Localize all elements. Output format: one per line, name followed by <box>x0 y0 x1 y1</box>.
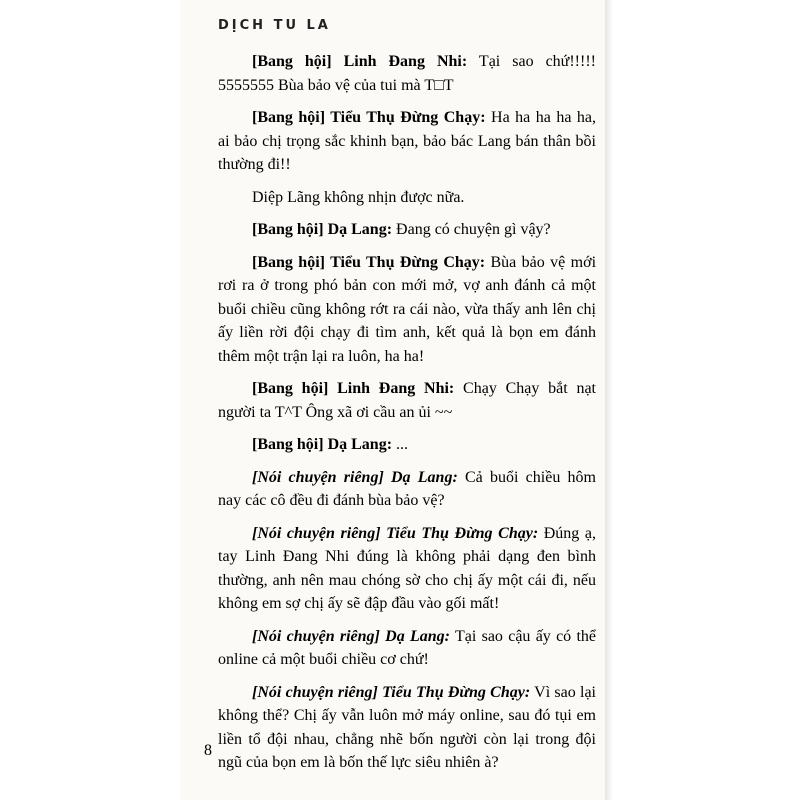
paragraph <box>218 377 596 424</box>
paragraph <box>218 50 596 97</box>
speaker-label: [Bang hội] Linh Đang Nhi: <box>252 380 455 397</box>
paragraph <box>218 433 596 457</box>
paragraph <box>218 251 596 369</box>
paragraph <box>218 106 596 177</box>
speaker-label: [Bang hội] Linh Đang Nhi: <box>252 53 468 70</box>
paragraph <box>218 186 596 210</box>
speaker-label-private: [Nói chuyện riêng] Tiểu Thụ Đừng Chạy: <box>252 683 531 701</box>
page-number: 8 <box>204 742 212 759</box>
narration-text: Diệp Lãng không nhịn được nữa. <box>252 188 465 206</box>
speaker-label: [Bang hội] Dạ Lang: <box>252 436 393 453</box>
dialogue-text: Vì sao lại không thể? Chị ấy vẫn luôn mở máy online, sau đó tụi em liền tổ đội nhau, chẳng nhẽ bốn người còn lại trong đội ngũ của bọn em là bốn thế lực siêu nhiên à? <box>218 683 597 771</box>
dialogue-text: ... <box>392 436 409 453</box>
dialogue-text: Đúng ạ, tay Linh Đang Nhi đúng là không phải dạng đen bình thường, anh nên mau chóng sờ cho chị ấy một cái đi, nếu không em sợ chị ấy sẽ đập đầu vào gối mất! <box>218 524 597 612</box>
page-edge <box>605 0 613 800</box>
speaker-label-private: [Nói chuyện riêng] Dạ Lang: <box>252 627 451 645</box>
dialogue-text: Cả buổi chiều hôm nay các cô đều đi đánh bùa bảo vệ? <box>218 468 596 509</box>
paragraph <box>218 625 596 672</box>
paragraph <box>218 522 596 616</box>
speaker-label-private: [Nói chuyện riêng] Tiểu Thụ Đừng Chạy: <box>252 524 539 542</box>
page-body <box>218 50 596 784</box>
dialogue-text: Tại sao cậu ấy có thể online cả một buổi chiều cơ chứ! <box>218 627 597 668</box>
dialogue-text: Ha ha ha ha ha, ai bảo chị trọng sắc khinh bạn, bảo bác Lang bán thân bồi thường đi!! <box>218 109 597 173</box>
speaker-label: [Bang hội] Dạ Lang: <box>252 221 393 238</box>
dialogue-text: Tại sao chứ!!!!! 5555555 Bùa bảo vệ của tui mà T□T <box>218 53 596 94</box>
dialogue-text: Bùa bảo vệ mới rơi ra ở trong phó bản con mới mở, vợ anh đánh cả một buổi chiều cũng không rớt ra cái nào, vừa thấy anh lên chị ấy liền rời đội chạy đi tìm anh, kết quả là bọn em đánh thêm một trận lại ra luôn, ha ha! <box>218 253 597 365</box>
dialogue-text: Chạy Chạy bắt nạt người ta T^T Ông xã ơi cầu an ủi ~~ <box>218 380 596 421</box>
paragraph <box>218 218 596 242</box>
speaker-label: [Bang hội] Tiểu Thụ Đừng Chạy: <box>252 253 486 271</box>
running-title: DỊCH TU LA <box>218 18 331 33</box>
dialogue-text: Đang có chuyện gì vậy? <box>392 221 551 238</box>
paragraph <box>218 466 596 513</box>
speaker-label-private: [Nói chuyện riêng] Dạ Lang: <box>252 468 458 486</box>
paragraph <box>218 681 596 775</box>
speaker-label: [Bang hội] Tiểu Thụ Đừng Chạy: <box>252 109 486 126</box>
